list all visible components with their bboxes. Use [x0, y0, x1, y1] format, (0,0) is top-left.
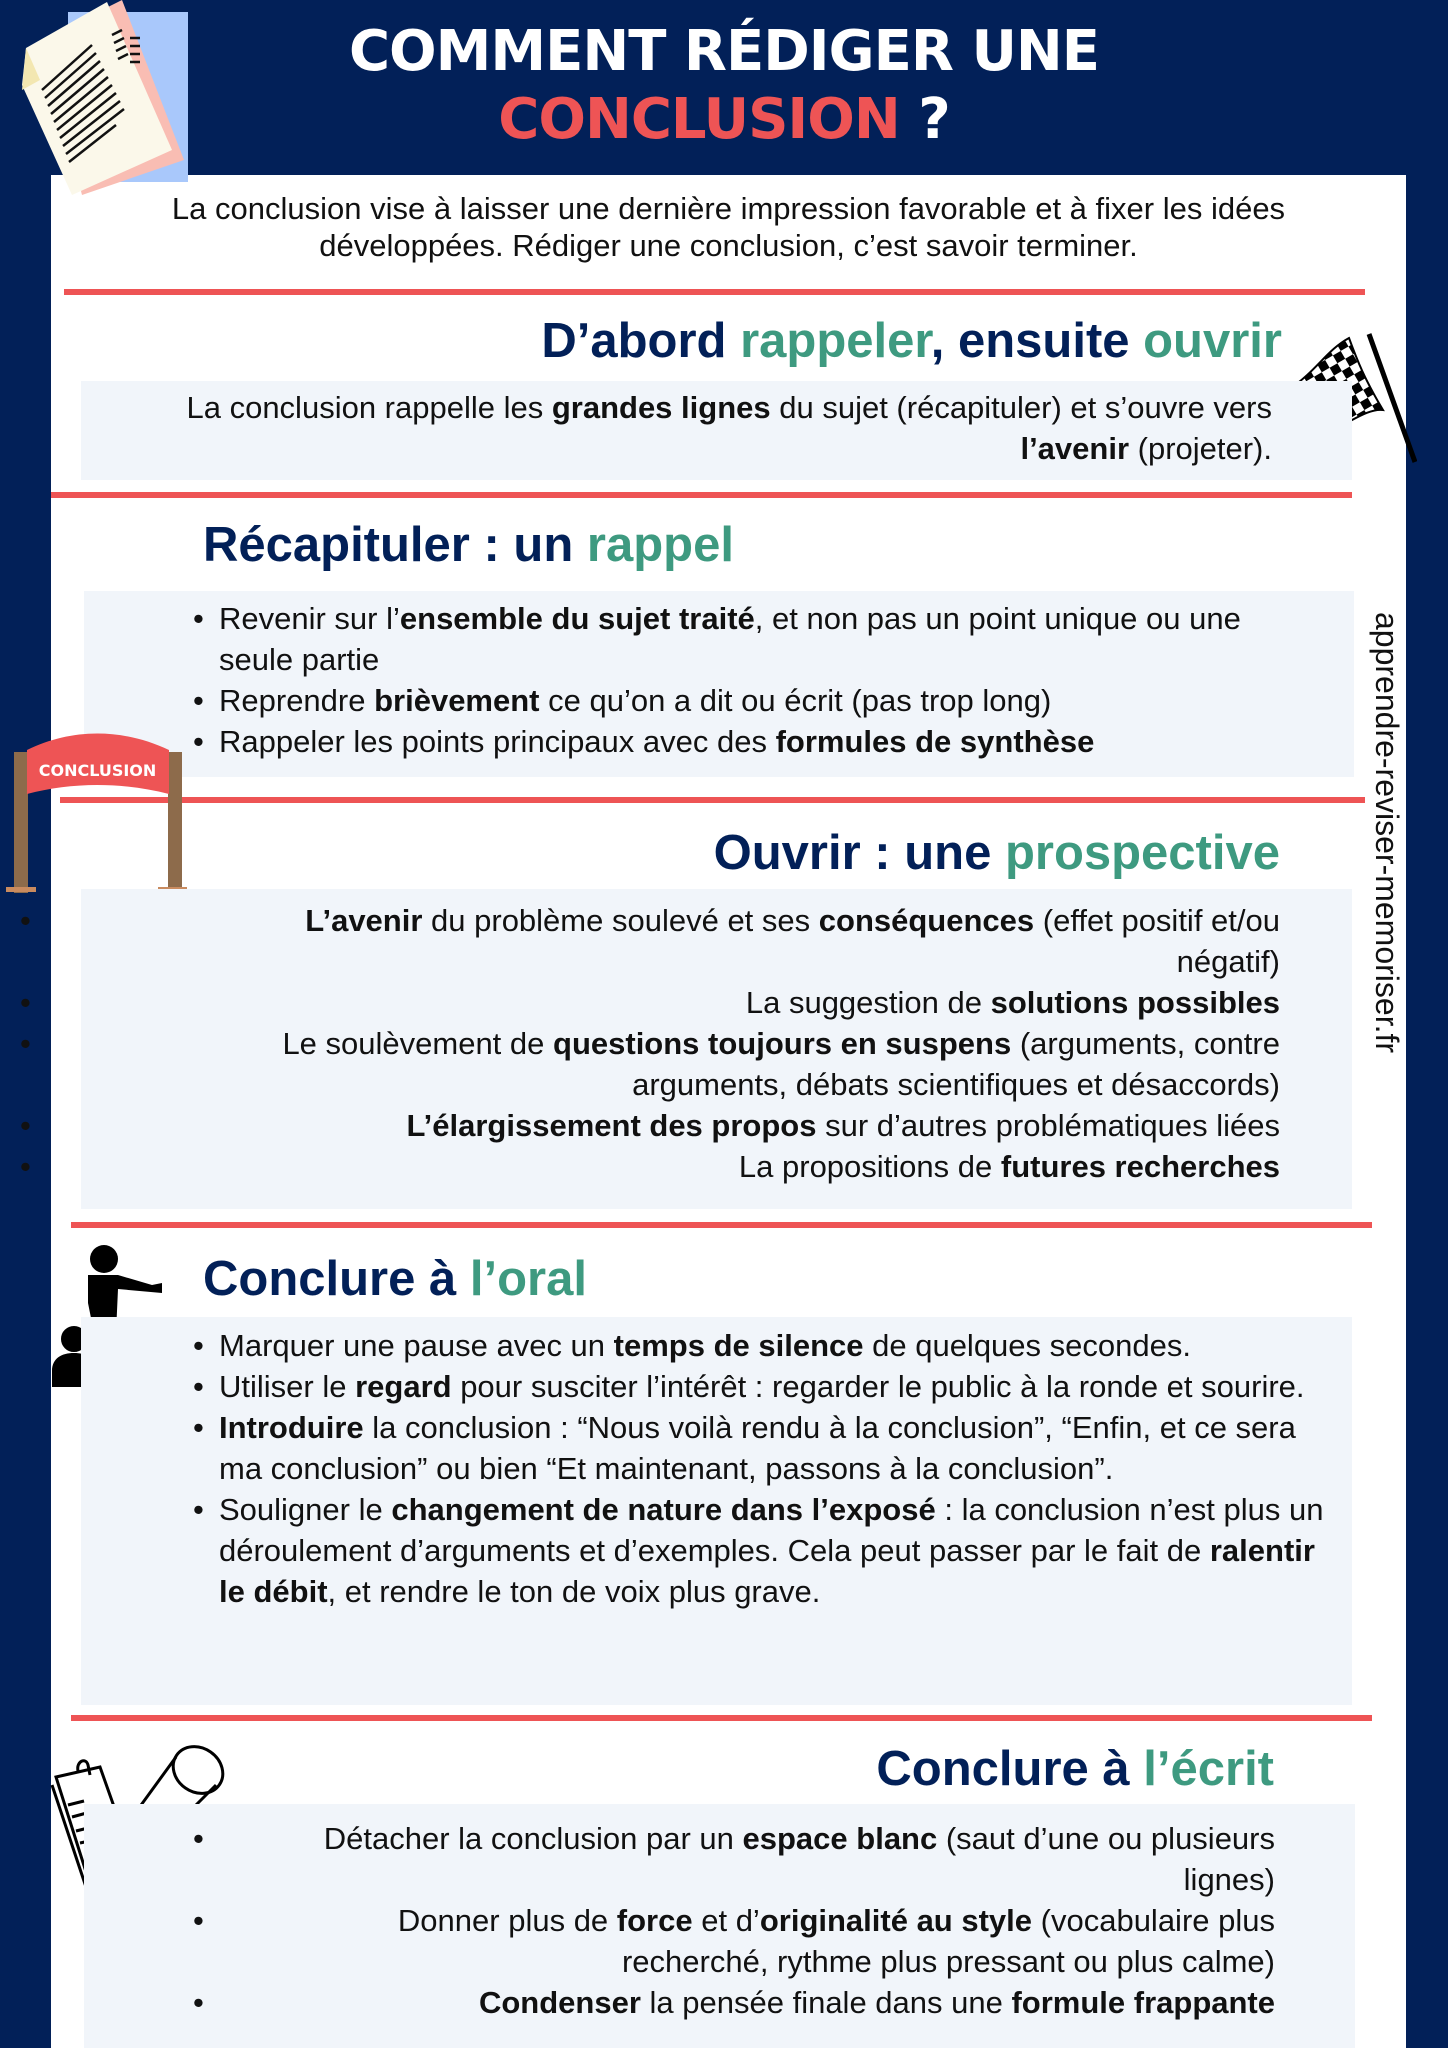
title-line-2 [0, 86, 1448, 154]
recap-list [193, 598, 1323, 762]
oral-list [193, 1325, 1338, 1612]
text: , et rendre le ton de voix plus grave. [327, 1574, 821, 1609]
text: , et non pas un point unique ou une seule partie [219, 601, 1241, 677]
page-title [0, 18, 1448, 154]
text: de quelques secondes. [863, 1328, 1191, 1363]
open-list [20, 900, 1280, 1187]
overview-text [130, 387, 1272, 469]
text: Utiliser le [219, 1369, 356, 1404]
text: La propositions de [738, 1149, 1001, 1184]
bold-text: ensemble du sujet traité [399, 601, 755, 636]
text: du problème soulevé et ses [422, 903, 819, 938]
title-accent: rappel [586, 518, 734, 572]
text: Le soulèvement de [282, 1026, 554, 1061]
bold-text: formules de synthèse [775, 724, 1095, 759]
divider [60, 797, 1365, 803]
text: la conclusion : “Nous voilà rendu à la conclusion”, “Enfin, et ce sera ma conclusion” ou bien “Et maintenant, passons à la conclusion”. [219, 1410, 1296, 1486]
bullet-icon: • [20, 1026, 31, 1061]
title-accent: CONCLUSION [498, 87, 900, 152]
divider [71, 1715, 1372, 1721]
title-part: Récapituler : un [203, 518, 587, 572]
text: Reprendre [219, 683, 375, 718]
title-part: Conclure à [203, 1252, 470, 1306]
list-item [193, 1900, 1275, 1982]
title-line-1: COMMENT RÉDIGER UNE [348, 19, 1100, 84]
list-item [193, 1489, 1338, 1612]
section-title-open [714, 824, 1280, 882]
section-title-written [876, 1740, 1274, 1798]
text: Souligner le [219, 1492, 392, 1527]
bold-text: l’avenir [1020, 431, 1130, 466]
divider [64, 289, 1365, 295]
bold-text: regard [355, 1369, 452, 1404]
text: (projeter). [1129, 431, 1272, 466]
bold-text: originalité au style [759, 1903, 1033, 1938]
bold-text: L’avenir [305, 903, 423, 938]
title-part: Ouvrir : une [713, 826, 1005, 880]
text: Détacher la conclusion par un [323, 1821, 743, 1856]
text: du sujet (récapituler) et s’ouvre vers [770, 390, 1272, 425]
bullet-icon: • [20, 903, 31, 938]
written-list [193, 1818, 1275, 2023]
bold-text: solutions possibles [990, 985, 1280, 1020]
title-accent: ouvrir [1143, 314, 1282, 368]
site-watermark: apprendre-reviser-memoriser.fr [1369, 612, 1405, 1054]
text: ce qu’on a dit ou écrit (pas trop long) [539, 683, 1052, 718]
bold-text: L’élargissement des propos [406, 1108, 817, 1143]
bullet-icon: • [20, 985, 31, 1020]
list-item [20, 1105, 1280, 1146]
text: pour susciter l’intérêt : regarder le public à la ronde et sourire. [451, 1369, 1305, 1404]
title-accent: prospective [1004, 826, 1280, 880]
text: et d’ [692, 1903, 760, 1938]
list-item [193, 1818, 1275, 1900]
text: (saut d’une ou plusieurs lignes) [937, 1821, 1275, 1897]
bold-text: grandes lignes [551, 390, 771, 425]
text: Revenir sur l’ [219, 601, 400, 636]
bullet-icon: • [20, 1108, 31, 1143]
text: (effet positif et/ou négatif) [1034, 903, 1280, 979]
text: : la conclusion n’est plus un déroulement d’arguments et d’exemples. Cela peut passer par le fait de [219, 1492, 1324, 1568]
text: la pensée finale dans une [640, 1985, 1012, 2020]
list-item [20, 1146, 1280, 1187]
bold-text: brièvement [374, 683, 540, 718]
list-item [20, 1023, 1280, 1105]
section-title-oral [203, 1250, 587, 1308]
bold-text: force [616, 1903, 693, 1938]
list-item [193, 1366, 1338, 1407]
bullet-icon: • [193, 1985, 204, 2020]
banner-label: CONCLUSION [38, 761, 157, 780]
text: Marquer une pause avec un [219, 1328, 614, 1363]
bold-text: Condenser [478, 1985, 641, 2020]
bold-text: changement de nature dans l’exposé [391, 1492, 936, 1527]
text: sur d’autres problématiques liées [816, 1108, 1280, 1143]
text: Rappeler les points principaux avec des [219, 724, 776, 759]
list-item [193, 1325, 1338, 1366]
intro-text: La conclusion vise à laisser une dernière impression favorable et à fixer les idées développées. Rédiger une conclusion, c’est savoir terminer. [171, 191, 1286, 263]
list-item [193, 598, 1323, 680]
bold-text: Introduire [219, 1410, 364, 1445]
divider [71, 1222, 1372, 1228]
text: La suggestion de [745, 985, 991, 1020]
section-title-overview [541, 312, 1282, 370]
bold-text: futures recherches [1000, 1149, 1280, 1184]
bold-text: ralentir le débit [219, 1533, 1315, 1609]
divider [51, 492, 1352, 498]
list-item [20, 900, 1280, 982]
bullet-icon: • [20, 1149, 31, 1184]
title-part: D’abord [541, 314, 741, 368]
section-title-recap [203, 516, 734, 574]
title-suffix: ? [899, 87, 950, 152]
bold-text: conséquences [818, 903, 1035, 938]
list-item [20, 982, 1280, 1023]
list-item [193, 1982, 1275, 2023]
title-part: , ensuite [930, 314, 1144, 368]
text: La conclusion rappelle les [186, 390, 552, 425]
list-item [193, 1407, 1338, 1489]
list-item [193, 680, 1323, 721]
bullet-icon: • [193, 1821, 204, 1856]
title-accent: l’écrit [1143, 1742, 1274, 1796]
bold-text: formule frappante [1011, 1985, 1275, 2020]
title-part: Conclure à [876, 1742, 1144, 1796]
bold-text: temps de silence [613, 1328, 864, 1363]
text: (vocabulaire plus recherché, rythme plus pressant ou plus calme) [621, 1903, 1275, 1979]
conclusion-banner-icon [2, 718, 187, 893]
bold-text: espace blanc [742, 1821, 938, 1856]
title-accent: rappeler [740, 314, 931, 368]
title-accent: l’oral [469, 1252, 587, 1306]
bold-text: questions toujours en suspens [553, 1026, 1012, 1061]
bullet-icon: • [193, 1903, 204, 1938]
text: (arguments, contre arguments, débats scientifiques et désaccords) [632, 1026, 1280, 1102]
list-item [193, 721, 1323, 762]
text: Donner plus de [397, 1903, 617, 1938]
